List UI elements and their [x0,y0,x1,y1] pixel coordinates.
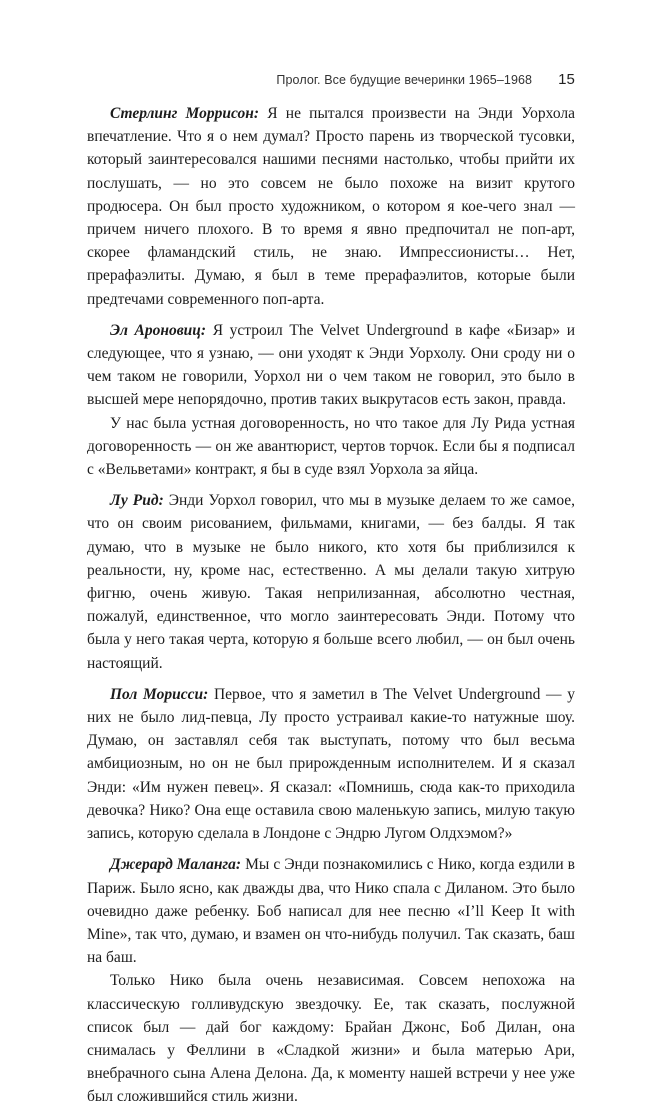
paragraph [87,319,575,412]
quote-block [87,319,575,481]
paragraph [87,969,575,1108]
quote-block [87,489,575,675]
quote-block [87,853,575,1108]
speaker-name: Лу Рид: [110,492,164,510]
paragraph-text: У нас была устная договоренность, но что такое для Лу Рида устная договоренность — он же авантюрист, чертов торчок. Если бы я подписал с «Вельветами» контракт, я бы в суде взял Уорхола за яйца. [87,414,575,479]
paragraph-text: Первое, что я заметил в The Velvet Underground — у них не было лид-певца, Лу просто устраивал какие-то натужные шоу. Думаю, он заставлял себя так выступать, потому что был весьма амбициозным, но он не был прирожденным исполнителем. И я сказал Энди: «Им нужен певец». Я сказал: «Помнишь, сюда как-то приходила девочка? Нико? Она еще оставила свою маленькую запись, милую такую запись, которую сделала в Лондоне с Эндрю Лугом Олдхэмом?» [87,685,575,843]
page-number: 15 [558,71,575,88]
body-text [87,102,575,1117]
paragraph-text: Только Нико была очень независимая. Совсем непохожа на классическую голливудскую звездочку. Ее, так сказать, послужной список был — дай бог каждому: Брайан Джонс, Боб Дилан, она снималась у Феллини в «Сладкой жизни» и была матерью Ари, внебрачного сына Алена Делона. Да, к моменту нашей встречи у нее уже был сложившийся стиль жизни. [87,972,575,1106]
paragraph-text: Я не пытался произвести на Энди Уорхола впечатление. Что я о нем думал? Просто парень из творческой тусовки, который заинтересовался нашими песнями настолько, чтобы прийти их послушать, — но это совсем не было похоже на визит крутого продюсера. Он был просто художником, о котором я кое-чего знал — причем ничего плохого. В то время я явно предпочитал не поп-арт, скорее фламандский стиль, не знаю. Импрессионисты… Нет, прерафаэлиты. Думаю, я был в теме прерафаэлитов, которые были предтечами современного поп-арта. [87,105,576,308]
speaker-name: Стерлинг Моррисон: [110,105,260,122]
paragraph-text: Мы с Энди познакомились с Нико, когда ездили в Париж. Было ясно, как дважды два, что Нико спала с Диланом. Это было очевидно даже ребенку. Боб написал для нее песню «I’ll Keep It with Mine», так что, думаю, и взамен он что-нибудь получил. Так сказать, баш на баш. [87,856,575,967]
paragraph-text: Энди Уорхол говорил, что мы в музыке делаем то же самое, что он своим рисованием, фильмами, книгами, — без балды. Я так думаю, что в музыке не было никого, кто хотя бы приблизился к реальности, ну, кроме нас, естественно. А мы делали такую хитрую фигню, очень живую. Такая неприлизанная, абсолютно честная, пожалуй, единственное, что могло заинтересовать Энди. Потому что была у него такая черта, которую я больше всего любил, — он был очень настоящий. [87,492,576,672]
paragraph [87,102,575,311]
paragraph [87,412,575,482]
paragraph [87,853,575,969]
paragraph [87,683,575,845]
paragraph [87,489,575,675]
paragraph-text: Я устроил The Velvet Underground в кафе «Бизар» и следующее, что я узнаю, — они уходят к Энди Уорхолу. Они сроду ни о чем таком не говорили, Уорхол ни о чем таком не говорил, это было в высшей мере непорядочно, против таких выкрутасов есть закон, правда. [87,321,575,409]
quote-block [87,683,575,845]
running-header [80,71,575,88]
quote-block [87,102,575,311]
speaker-name: Пол Морисси: [110,685,209,703]
running-title: Пролог. Все будущие вечеринки 1965–1968 [276,73,533,87]
speaker-name: Джерард Маланга: [110,856,242,874]
speaker-name: Эл Ароновиц: [110,321,207,339]
